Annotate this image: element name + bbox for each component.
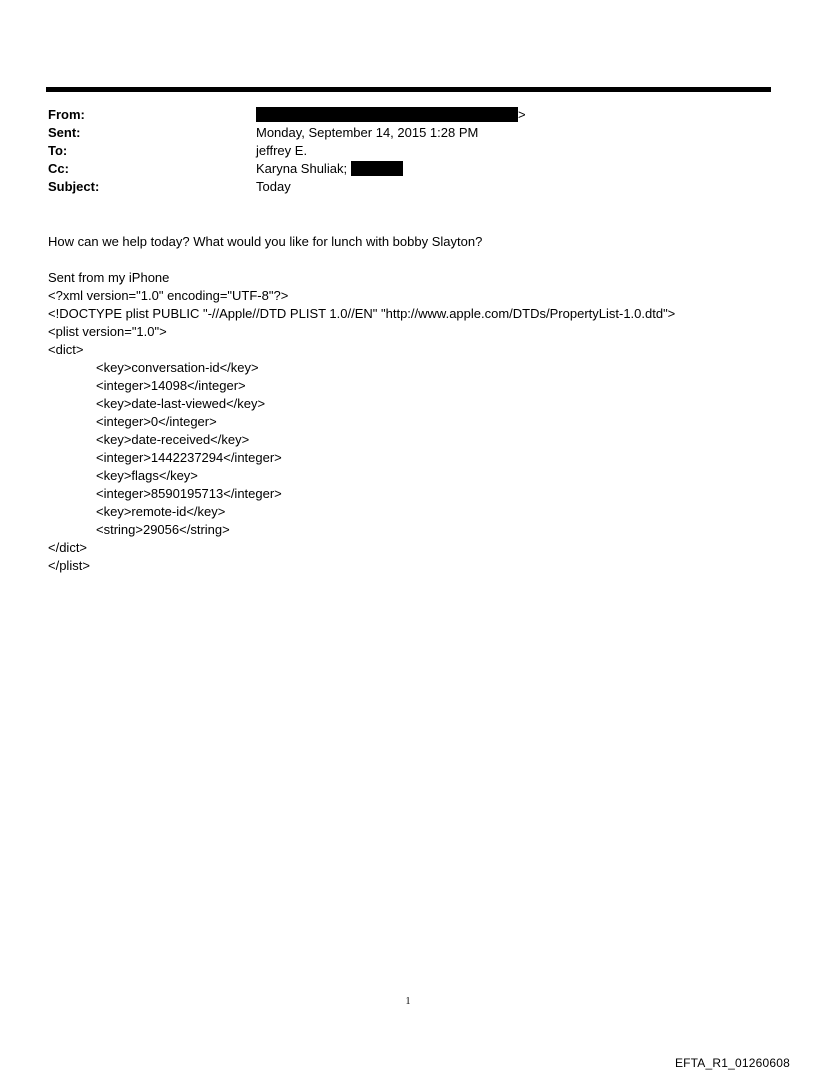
sent-label: Sent: bbox=[48, 125, 81, 140]
to-value: jeffrey E. bbox=[256, 143, 308, 158]
email-header bbox=[48, 106, 768, 196]
xml-line: <string>29056</string> bbox=[96, 522, 230, 537]
sent-row bbox=[48, 124, 768, 142]
to-row bbox=[48, 142, 768, 160]
blank-line bbox=[48, 251, 788, 269]
cc-value-wrap bbox=[256, 160, 403, 178]
xml-line: <integer>8590195713</integer> bbox=[96, 486, 282, 501]
xml-line: <dict> bbox=[48, 342, 84, 357]
from-value bbox=[256, 106, 526, 124]
subject-value: Today bbox=[256, 179, 291, 194]
xml-line: <key>date-received</key> bbox=[96, 432, 250, 447]
redaction-block bbox=[351, 161, 403, 176]
from-label: From: bbox=[48, 107, 85, 122]
document-id: EFTA_R1_01260608 bbox=[674, 1056, 790, 1070]
sent-value: Monday, September 14, 2015 1:28 PM bbox=[256, 125, 479, 140]
xml-line: <key>conversation-id</key> bbox=[96, 360, 259, 375]
cc-value: Karyna Shuliak; bbox=[256, 161, 348, 176]
signature-text: Sent from my iPhone bbox=[48, 270, 170, 285]
xml-line: <key>flags</key> bbox=[96, 468, 198, 483]
email-body bbox=[48, 233, 788, 575]
redaction-block bbox=[256, 107, 518, 122]
xml-line: <key>date-last-viewed</key> bbox=[96, 396, 266, 411]
xml-line: </dict> bbox=[48, 540, 88, 555]
cc-label: Cc: bbox=[48, 161, 69, 176]
from-row bbox=[48, 106, 768, 124]
xml-line: <key>remote-id</key> bbox=[96, 504, 226, 519]
subject-row bbox=[48, 178, 768, 196]
from-suffix: > bbox=[518, 107, 526, 122]
header-divider-rule bbox=[46, 87, 771, 92]
to-label: To: bbox=[48, 143, 68, 158]
xml-line: <integer>14098</integer> bbox=[96, 378, 246, 393]
cc-row bbox=[48, 160, 768, 178]
xml-line: </plist> bbox=[48, 558, 90, 573]
page-number: 1 bbox=[405, 996, 411, 1007]
message-text: How can we help today? What would you like for lunch with bobby Slayton? bbox=[48, 234, 483, 249]
xml-line: <integer>0</integer> bbox=[96, 414, 217, 429]
xml-line: <?xml version="1.0" encoding="UTF-8"?> bbox=[48, 288, 289, 303]
xml-line: <!DOCTYPE plist PUBLIC "-//Apple//DTD PLIST 1.0//EN" "http://www.apple.com/DTDs/PropertyList-1.0.dtd"> bbox=[48, 306, 676, 321]
xml-line: <integer>1442237294</integer> bbox=[96, 450, 282, 465]
xml-line: <plist version="1.0"> bbox=[48, 324, 167, 339]
subject-label: Subject: bbox=[48, 179, 100, 194]
